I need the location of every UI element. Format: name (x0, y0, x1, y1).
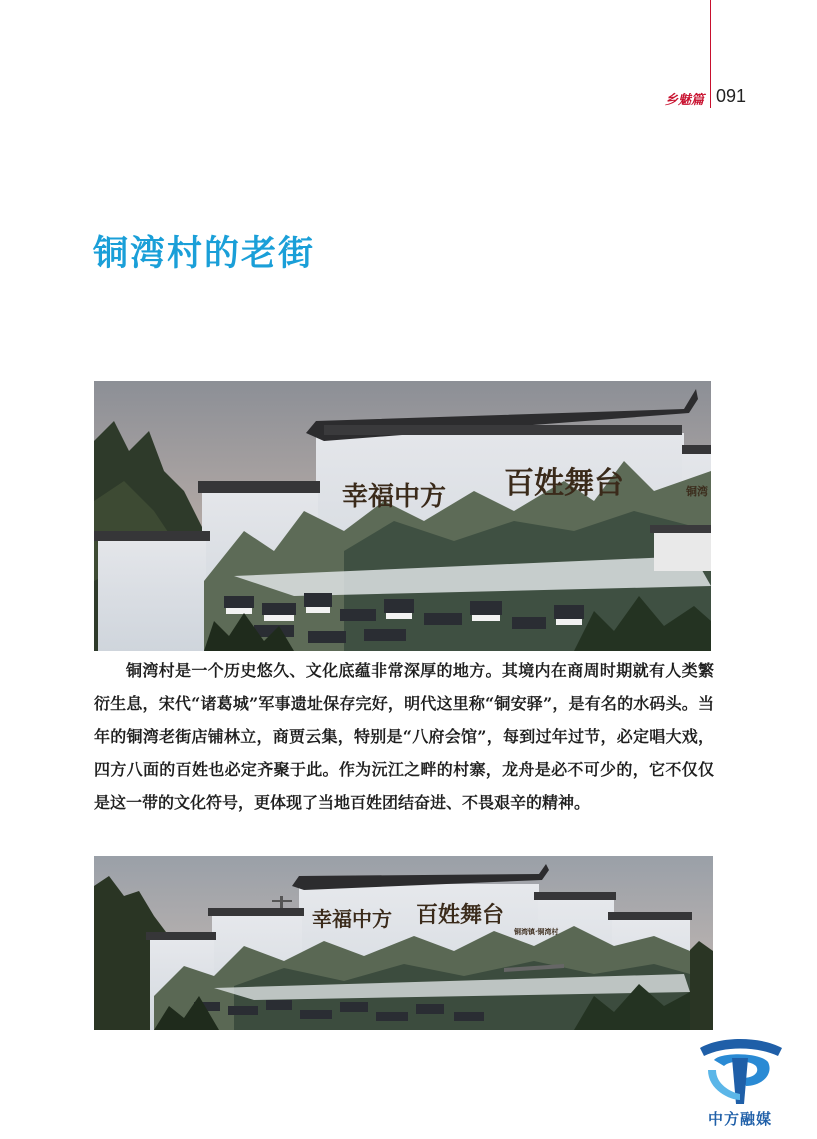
zhongfang-media-logo (690, 1034, 790, 1134)
article-paragraph: 铜湾村是一个历史悠久、文化底蕴非常深厚的地方。其境内在商周时期就有人类繁衍生息，宋代“诸葛城”军事遗址保存完好，明代这里称“铜安驿”，是有名的水码头。当年的铜湾老街店铺林立，商贾云集，特别是“八府会馆”，每到过年过节，必定唱大戏，四方八面的百姓也必定齐聚于此。作为沅江之畔的村寨，龙舟是必不可少的，它不仅仅是这一带的文化符号，更体现了当地百姓团结奋进、不畏艰辛的精神。 (94, 661, 714, 812)
mural-wall-illustration-2 (94, 856, 713, 1030)
mural-sign-right: 百姓舞台 (504, 466, 624, 501)
section-label: 乡魅篇 (664, 93, 704, 108)
logo-text: 中方融媒 (707, 1110, 772, 1128)
header-divider-line (710, 0, 711, 108)
mural-wall-photo-2 (94, 856, 713, 1030)
mural-side-text: 铜湾 (686, 485, 708, 498)
mural-small-text: 铜湾镇·铜湾村 (514, 927, 559, 936)
mural-sign-right: 百姓舞台 (416, 902, 505, 928)
article-title: 铜湾村的老街 (93, 233, 316, 274)
mural-sign-left: 幸福中方 (342, 482, 447, 512)
mural-wall-photo-1 (94, 381, 711, 651)
zhongfang-media-logo-icon (690, 1034, 790, 1110)
page-number: 091 (716, 86, 747, 106)
mural-wall-illustration-1 (94, 381, 711, 651)
mural-sign-left: 幸福中方 (312, 907, 392, 931)
